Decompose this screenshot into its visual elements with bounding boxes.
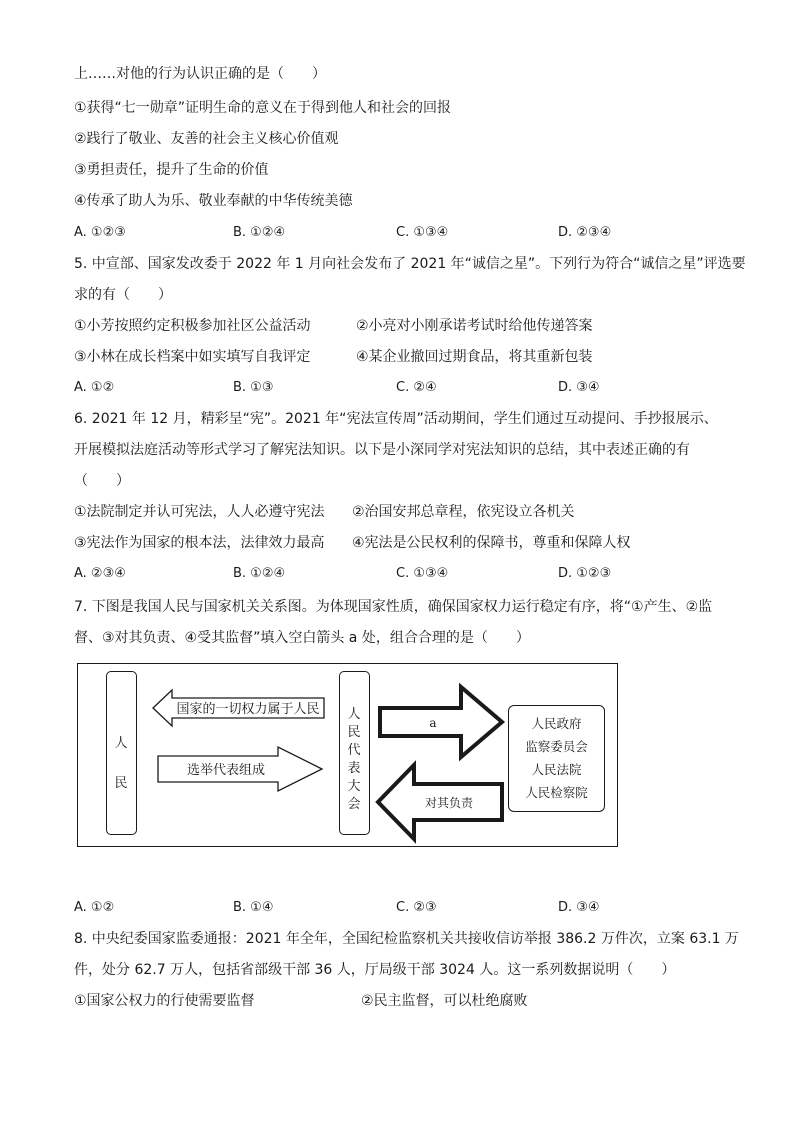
question-4-statement-1: ①获得“七一勋章”证明生命的意义在于得到他人和社会的回报 bbox=[74, 100, 452, 116]
question-8-statement-2: ②民主监督，可以杜绝腐败 bbox=[361, 993, 528, 1009]
question-5-stem-line-2: 求的有（ ） bbox=[74, 287, 172, 303]
option-a[interactable]: A. ②③④ bbox=[74, 566, 126, 581]
power-arrow-label: 国家的一切权力属于人民 bbox=[176, 702, 320, 717]
question-6-stem-line-3: （ ） bbox=[74, 473, 130, 489]
responsible-arrow-label: 对其负责 bbox=[424, 796, 474, 810]
question-4-statement-2: ②践行了敬业、友善的社会主义核心价值观 bbox=[74, 131, 339, 147]
question-5-statement-1: ①小芳按照约定积极参加社区公益活动 bbox=[74, 318, 311, 334]
question-6-stem-line-2: 开展模拟法庭活动等形式学习了解宪法知识。以下是小深同学对宪法知识的总结，其中表述正确的有 bbox=[74, 442, 690, 458]
congress-label: 人民代表大会 bbox=[347, 707, 361, 812]
blank-arrow-a bbox=[380, 687, 502, 757]
blank-arrow-a-label: a bbox=[429, 716, 437, 730]
question-4-statement-4: ④传承了助人为乐、敬业奉献的中华传统美德 bbox=[74, 193, 353, 209]
question-4-stem: 上……对他的行为认识正确的是（ ） bbox=[74, 66, 326, 82]
organ-government: 人民政府 bbox=[531, 716, 582, 731]
option-b[interactable]: B. ①②④ bbox=[233, 566, 286, 581]
question-4-options bbox=[74, 223, 714, 243]
question-5-statement-3: ③小林在成长档案中如实填写自我评定 bbox=[74, 349, 311, 365]
question-6-statement-4: ④宪法是公民权利的保障书，尊重和保障人权 bbox=[352, 535, 631, 551]
option-b[interactable]: B. ①③ bbox=[233, 380, 274, 395]
elect-arrow-label: 选举代表组成 bbox=[186, 763, 266, 778]
organ-supervisory-commission: 监察委员会 bbox=[525, 739, 588, 754]
question-8-stem-line-2: 件，处分 62.7 万人，包括省部级干部 36 人，厅局级干部 3024 人。这一系列数据说明（ ） bbox=[74, 962, 676, 978]
question-5-statement-4: ④某企业撤回过期食品，将其重新包装 bbox=[356, 349, 593, 365]
option-c[interactable]: C. ①③④ bbox=[396, 225, 449, 240]
option-d[interactable]: D. ②③④ bbox=[558, 225, 612, 240]
option-d[interactable]: D. ③④ bbox=[558, 380, 600, 395]
option-d[interactable]: D. ③④ bbox=[558, 900, 600, 915]
option-b[interactable]: B. ①④ bbox=[233, 900, 274, 915]
option-c[interactable]: C. ②④ bbox=[396, 380, 437, 395]
question-6-statement-2: ②治国安邦总章程，依宪设立各机关 bbox=[352, 504, 575, 520]
organ-court: 人民法院 bbox=[531, 762, 582, 777]
question-5-stem-line-1: 5. 中宣部、国家发改委于 2022 年 1 月向社会发布了 2021 年“诚信之星”。下列行为符合“诚信之星”评选要 bbox=[74, 256, 746, 272]
question-8-stem-line-1: 8. 中央纪委国家监委通报：2021 年全年，全国纪检监察机关共接收信访举报 386.2 万件次，立案 63.1 万 bbox=[74, 931, 739, 947]
option-c[interactable]: C. ②③ bbox=[396, 900, 437, 915]
question-8-statement-1: ①国家公权力的行使需要监督 bbox=[74, 993, 255, 1009]
state-organs-box bbox=[508, 705, 605, 812]
question-7-stem-line-1: 7. 下图是我国人民与国家机关关系图。为体现国家性质，确保国家权力运行稳定有序，将“①产生、②监 bbox=[74, 599, 713, 615]
option-d[interactable]: D. ①②③ bbox=[558, 566, 612, 581]
question-6-statement-1: ①法院制定并认可宪法，人人必遵守宪法 bbox=[74, 504, 325, 520]
option-a[interactable]: A. ①② bbox=[74, 900, 115, 915]
question-6-statement-3: ③宪法作为国家的根本法，法律效力最高 bbox=[74, 535, 325, 551]
question-7-stem-line-2: 督、③对其负责、④受其监督”填入空白箭头 a 处，组合合理的是（ ） bbox=[74, 630, 530, 646]
question-7-options bbox=[74, 898, 714, 918]
question-5-statement-2: ②小亮对小刚承诺考试时给他传递答案 bbox=[356, 318, 593, 334]
question-6-options bbox=[74, 564, 714, 584]
option-a[interactable]: A. ①②③ bbox=[74, 225, 126, 240]
question-5-options bbox=[74, 378, 714, 398]
organ-procuratorate: 人民检察院 bbox=[525, 785, 588, 800]
people-label: 人民 bbox=[114, 736, 128, 791]
option-b[interactable]: B. ①②④ bbox=[233, 225, 286, 240]
question-6-stem-line-1: 6. 2021 年 12 月，精彩呈“宪”。2021 年“宪法宣传周”活动期间，学生们通过互动提问、手抄报展示、 bbox=[74, 411, 718, 427]
question-4-statement-3: ③勇担责任，提升了生命的价值 bbox=[74, 162, 269, 178]
option-a[interactable]: A. ①② bbox=[74, 380, 115, 395]
option-c[interactable]: C. ①③④ bbox=[396, 566, 449, 581]
relationship-diagram bbox=[77, 663, 618, 847]
